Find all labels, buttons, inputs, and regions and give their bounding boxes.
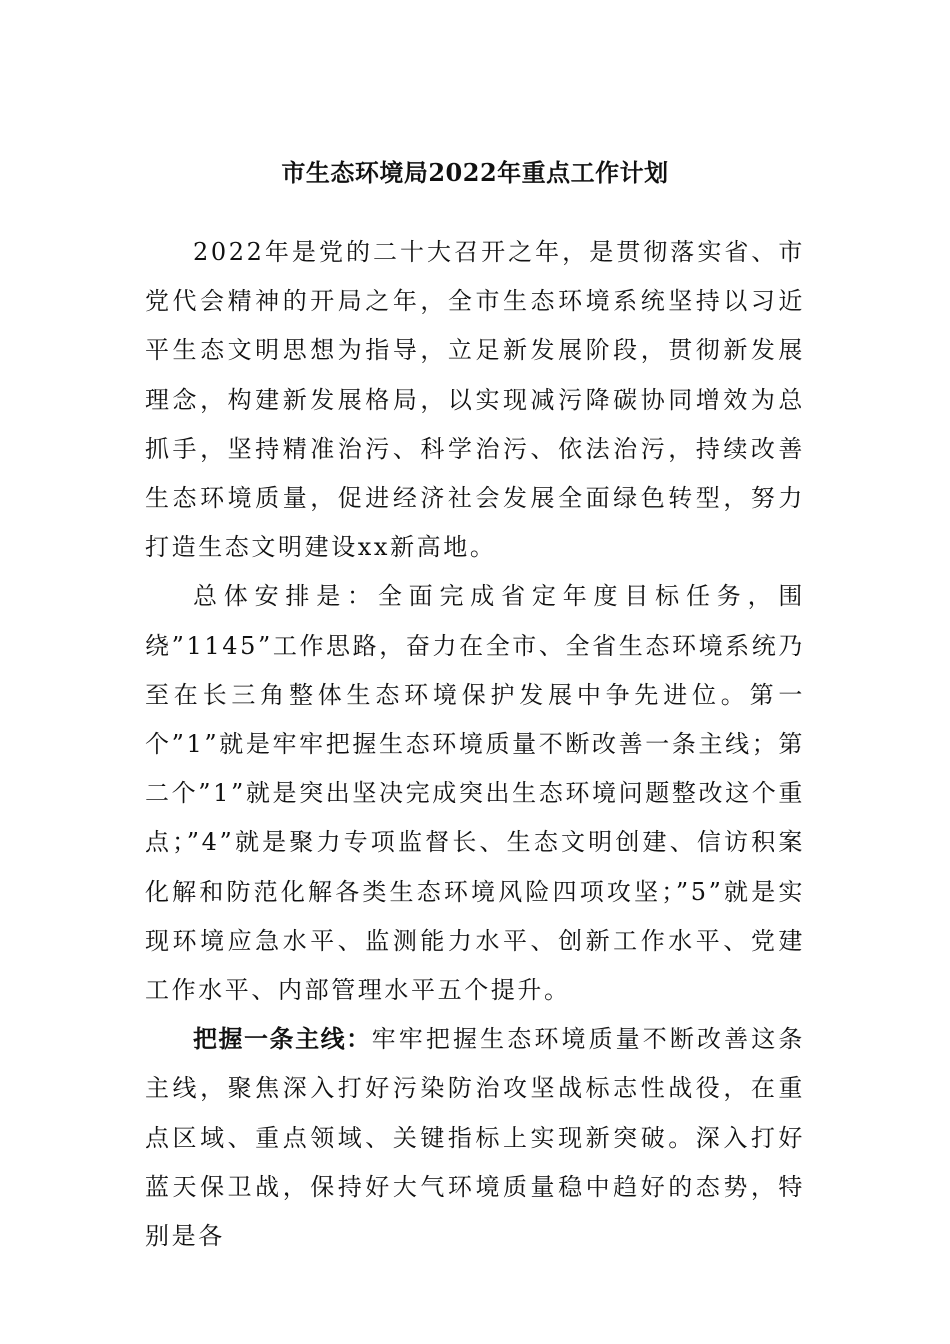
paragraph-intro-text: 2022年是党的二十大召开之年，是贯彻落实省、市党代会精神的开局之年，全市生态环境系统坚持以习近平生态文明思想为指导，立足新发展阶段，贯彻新发展理念，构建新发展格局，以实现减污降碳协同增效为总抓手，坚持精准治污、科学治污、依法治污，持续改善生态环境质量，促进经济社会发展全面绿色转型，努力打造生态文明建设xx新高地。 bbox=[145, 238, 805, 562]
paragraph-intro bbox=[145, 228, 805, 572]
paragraph-overall-arrangement bbox=[145, 572, 805, 1015]
document-body bbox=[145, 228, 805, 1261]
document-title: 市生态环境局2022年重点工作计划 bbox=[281, 158, 669, 187]
paragraph-overall-arrangement-text: 总体安排是：全面完成省定年度目标任务，围绕”1145”工作思路，奋力在全市、全省生态环境系统乃至在长三角整体生态环境保护发展中争先进位。第一个”1”就是牢牢把握生态环境质量不断改善一条主线；第二个”1”就是突出坚决完成突出生态环境问题整改这个重点；”4”就是聚力专项监督长、生态文明创建、信访积案化解和防范化解各类生态环境风险四项攻坚；”5”就是实现环境应急水平、监测能力水平、创新工作水平、党建工作水平、内部管理水平五个提升。 bbox=[145, 582, 805, 1005]
paragraph-main-line bbox=[145, 1015, 805, 1261]
paragraph-main-line-heading: 把握一条主线： bbox=[193, 1025, 372, 1054]
paragraph-main-line-text: 牢牢把握生态环境质量不断改善这条主线，聚焦深入打好污染防治攻坚战标志性战役，在重点区域、重点领域、关键指标上实现新突破。深入打好蓝天保卫战，保持好大气环境质量稳中趋好的态势，特别是各 bbox=[145, 1025, 805, 1251]
